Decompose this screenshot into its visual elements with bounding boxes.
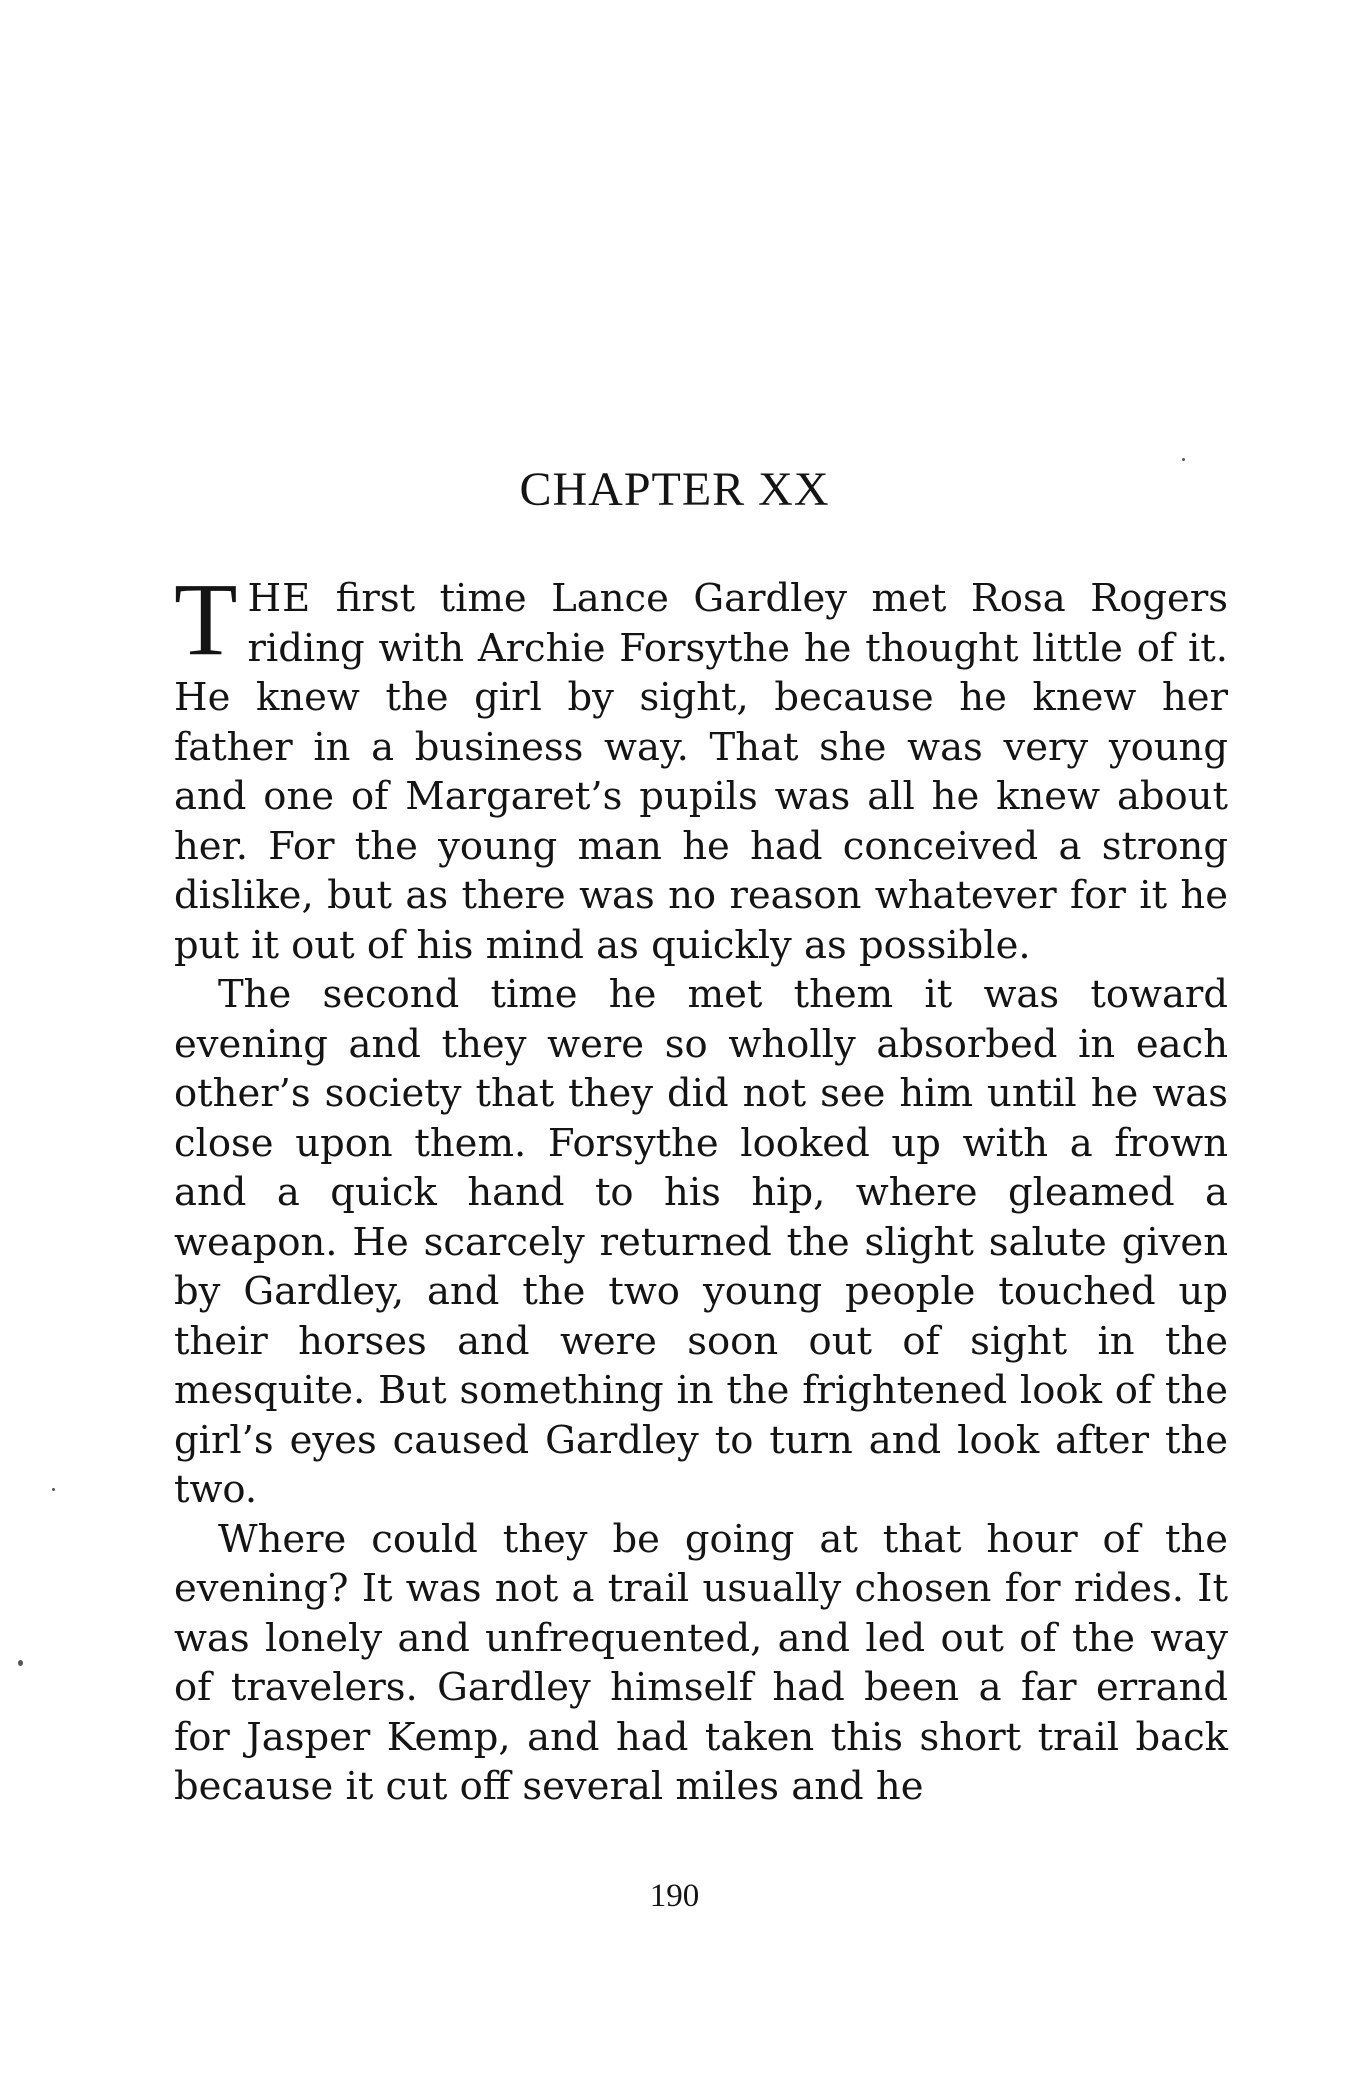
margin-speck — [52, 1488, 55, 1491]
margin-speck — [1182, 458, 1185, 461]
margin-speck — [18, 1660, 23, 1666]
body-text — [174, 562, 1228, 1812]
paragraph-1-text: first time Lance Gardley met Rosa Rogers riding with Archie Forsythe he thought little of it. He knew the girl by sight, because he knew her father in a business way. That she was very young and one of Margaret’s pupils was all he knew about her. For the young man he had conceived a strong dislike, but as there was no reason whatever for it he put it out of his mind as quickly as possible. — [174, 576, 1228, 968]
paragraph-3: Where could they be going at that hour of the evening? It was not a trail usually chosen for rides. It was lonely and unfrequented, and led out of the way of travelers. Gardley himself had been a far errand for Jasper Kemp, and had taken this short trail back because it cut off several miles and he — [174, 1516, 1228, 1809]
opening-small-caps: HE — [247, 576, 312, 621]
chapter-title: CHAPTER XX — [519, 463, 830, 516]
paragraph-2: The second time he met them it was toward evening and they were so wholly absorbed in each other’s society that they did not see him until he was close upon them. Forsythe looked up with a frown and a quick hand to his hip, where gleamed a weapon. He scarcely returned the slight salute given by Gardley, and the two young people touched up their horses and were soon out of sight in the mesquite. But something in the frightened look of the girl’s eyes caused Gardley to turn and look after the two. — [174, 972, 1228, 1512]
paragraph-1 — [174, 562, 1228, 970]
drop-cap: T — [174, 562, 238, 677]
page-number: 190 — [649, 1878, 700, 1914]
